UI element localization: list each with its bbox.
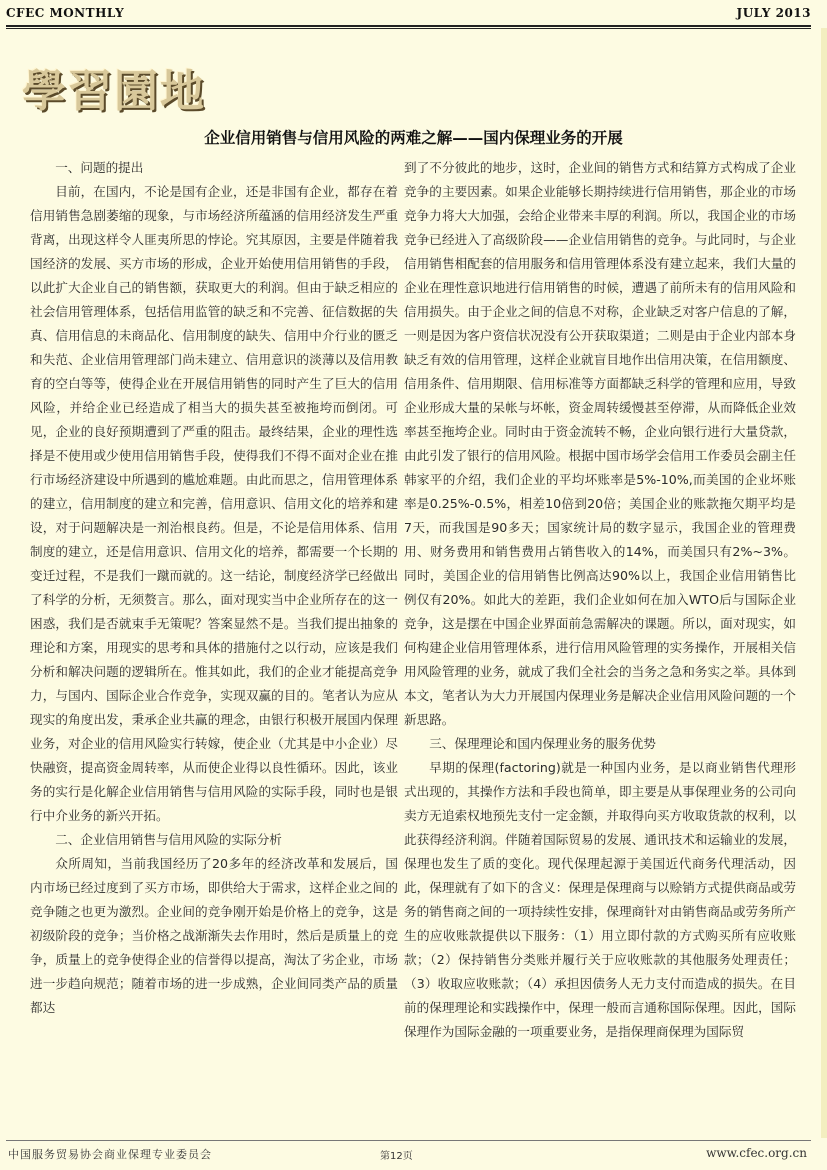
paragraph: 目前，在国内，不论是国有企业，还是非国有企业，都存在着信用销售急剧萎缩的现象，与市场经济所蕴涵的信用经济发生严重背离，出现这样令人匪夷所思的悖论。究其原因，主要是伴随着我国经济的发展、买方市场的形成，企业开始使用信用销售的手段，以此扩大企业自己的销售额，获取更大的利润。但由于缺乏相应的社会信用管理体系，包括信用监管的缺乏和不完善、征信数据的失真、信用信息的未商品化、信用制度的缺失、信用中介行业的匮乏和失范、企业信用管理部门尚未建立、信用意识的淡薄以及信用教育的空白等等，使得企业在开展信用销售的同时产生了巨大的信用风险，并给企业已经造成了相当大的损失甚至被拖垮而倒闭。可见，企业的良好预期遭到了严重的阻击。最终结果，企业的理性选择是不使用或少使用信用销售手段，使得我们不得不面对企业在推行市场经济建设中所遇到的尴尬难题。由此而思之，信用管理体系的建立，信用制度的建立和完善，信用意识、信用文化的培养和建设，对于问题解决是一剂治根良药。但是，不论是信用体系、信用制度的建立，还是信用意识、信用文化的培养，都需要一个长期的变迁过程，不是我们一蹴而就的。这一结论，制度经济学已经做出了科学的分析，无须赘言。那么，面对现实当中企业所存在的这一困惑，我们是否就束手无策呢？答案显然不是。当我们提出抽象的理论和方案，用现实的思考和具体的措施付之以行动，应该是我们分析和解决问题的逻辑所在。惟其如此，我们的企业才能提高竞争力，与国内、国际企业合作竞争，实现双赢的目的。笔者认为应从现实的角度出发，秉承企业共赢的理念，由银行积极开展国内保理业务，对企业的信用风险实行转嫁，使企业（尤其是中小企业）尽快融资，提高资金周转率，从而使企业得以良性循环。因此，该业务的实行是化解企业信用销售与信用风险的实际手段，同时也是银行中介业务的新兴开拓。 <box>30 184 398 823</box>
header-rule <box>6 25 811 29</box>
footer-organization: 中国服务贸易协会商业保理专业委员会 <box>8 1148 212 1161</box>
header-publication: CFEC MONTHLY <box>6 6 125 20</box>
left-column <box>30 156 398 1020</box>
page-header <box>0 0 827 28</box>
page-number: 第12页 <box>380 1151 413 1162</box>
section-heading-1: 一、问题的提出 <box>55 160 144 175</box>
page-edge-bar <box>821 28 827 1138</box>
header-date: JULY 2013 <box>736 6 811 20</box>
right-column <box>404 156 796 1044</box>
footer-website: www.cfec.org.cn <box>706 1146 807 1160</box>
paragraph: 众所周知，当前我国经历了20多年的经济改革和发展后，国内市场已经过度到了买方市场，即供给大于需求，这样企业之间的竞争随之也更为激烈。企业间的竞争刚开始是价格上的竞争，这是初级阶段的竞争；当价格之战渐渐失去作用时，然后是质量上的竞争，质量上的竞争使得企业的信誉得以提高，淘汰了劣企业，市场进一步趋向规范；随着市场的进一步成熟，企业间同类产品的质量都达 <box>30 856 398 1015</box>
paragraph: 早期的保理(factoring)就是一种国内业务，是以商业销售代理形式出现的，其操作方法和手段也简单，即主要是从事保理业务的公司向卖方无追索权地预先支付一定金额，并取得向买方收取货款的权利，以此获得经济利润。伴随着国际贸易的发展、通讯技术和运输业的发展，保理也发生了质的变化。现代保理起源于美国近代商务代理活动，因此，保理就有了如下的含义：保理是保理商与以赊销方式提供商品或劳务的销售商之间的一项持续性安排，保理商针对由销售商品或劳务所产生的应收账款提供以下服务：（1）用立即付款的方式购买所有应收账款；（2）保持销售分类账并履行关于应收账款的其他服务处理责任；（3）收取应收账款；（4）承担因债务人无力支付而造成的损失。在目前的保理理论和实践操作中，保理一般而言通称国际保理。因此，国际保理作为国际金融的一项重要业务，是指保理商保理为国际贸 <box>404 760 796 1039</box>
section-heading-3: 三、保理理论和国内保理业务的服务优势 <box>429 736 656 751</box>
section-heading-2: 二、企业信用销售与信用风险的实际分析 <box>55 832 282 847</box>
section-badge: 學習園地 <box>22 66 206 117</box>
article-title: 企业信用销售与信用风险的两难之解——国内保理业务的开展 <box>204 129 623 147</box>
footer-rule <box>6 1140 811 1141</box>
paragraph-continued: 到了不分彼此的地步，这时，企业间的销售方式和结算方式构成了企业竞争的主要因素。如果企业能够长期持续进行信用销售，那企业的市场竞争力将大大加强，会给企业带来丰厚的利润。所以，我国企业的市场竞争已经进入了高级阶段——企业信用销售的竞争。与此同时，与企业信用销售相配套的信用服务和信用管理体系没有建立起来，我们大量的企业在理性意识地进行信用销售的时候，遭遇了前所未有的信用风险和信用损失。由于企业之间的信息不对称，企业缺乏对客户信息的了解，一则是因为客户资信状况没有公开获取渠道；二则是由于企业内部本身缺乏有效的信用管理，这样企业就盲目地作出信用决策，在信用额度、信用条件、信用期限、信用标准等方面都缺乏科学的管理和应用，导致企业形成大量的呆帐与坏帐，资金周转缓慢甚至停滞，从而降低企业效率甚至拖垮企业。同时由于资金流转不畅，企业向银行进行大量贷款，由此引发了银行的信用风险。根据中国市场学会信用工作委员会副主任韩家平的介绍，我们企业的平均坏账率是5%-10%,而美国的企业坏账率是0.25%-0.5%，相差10倍到20倍；美国企业的账款拖欠期平均是7天，而我国是90多天；国家统计局的数字显示，我国企业的管理费用、财务费用和销售费用占销售收入的14%，而美国只有2%~3%。同时，美国企业的信用销售比例高达90%以上，我国企业信用销售比例仅有20%。如此大的差距，我们企业如何在加入WTO后与国际企业竞争，这是摆在中国企业界面前急需解决的课题。所以，面对现实，如何构建企业信用管理体系，进行信用风险管理的实务操作，开展相关信用风险管理的业务，就成了我们全社会的当务之急和务实之举。具体到本文，笔者认为大力开展国内保理业务是解决企业信用风险问题的一个新思路。 <box>404 160 796 727</box>
page-footer <box>0 1138 827 1170</box>
